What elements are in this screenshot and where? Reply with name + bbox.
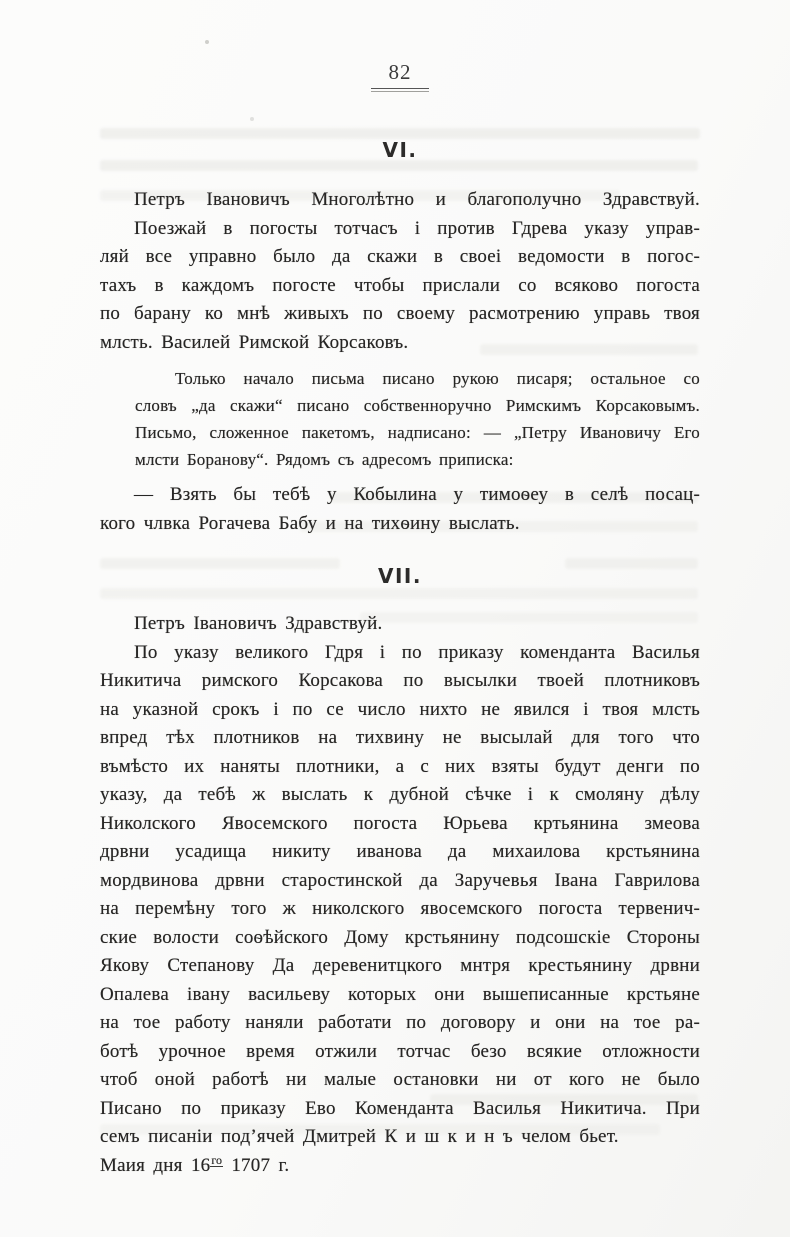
text-line: Якову Степанову Да деревенитцкого мнтря крестьянину дрвни <box>100 955 700 976</box>
text-line: семъ писаніи под’ячей Дмитрей К и ш к и н ъ челом бьет. <box>100 1126 619 1147</box>
date-ordinal-superscript: го <box>211 1152 222 1167</box>
date-prefix: Маия дня 16 <box>100 1154 211 1176</box>
page-header <box>100 60 700 92</box>
text-line: Никитича римского Корсакова по высылки твоей плотниковъ <box>100 670 700 691</box>
letter-section-vi <box>100 138 700 538</box>
note-line: словъ „да скажи“ писано собственноручно Римскимъ Корсаковымъ. <box>135 396 700 415</box>
letter-vi-salutation: Петръ Івановичъ Многолѣтно и благополучно Здравствуй. <box>134 189 700 210</box>
text-line: ляй все управно было да скажи в своеі ведомости в погос- <box>100 246 700 267</box>
page-number: 82 <box>388 60 412 84</box>
text-line: кого члвка Рогачева Бабу и на тихѳину выслать. <box>100 512 520 534</box>
text-line: на перемѣну того ж николского явосемского погоста тервенич- <box>100 898 700 919</box>
text-line: млсть. Василей Римской Корсаковъ. <box>100 331 409 353</box>
text-line: ботѣ урочное время отжили тотчас безо всякие отложности <box>100 1040 700 1062</box>
text-line: По указу великого Гдря і по приказу коменданта Василья <box>134 641 700 663</box>
note-line: млсти Боранову“. Рядомъ съ адресомъ приписка: <box>135 450 514 469</box>
date-line <box>100 1152 700 1181</box>
text-line: Поезжай в погосты тотчасъ і против Гдрева указу управ- <box>134 217 700 239</box>
text-line: ские волости соѳѣйского Дому крстьянину подсошскіе Стороны <box>100 926 700 948</box>
text-line: по барану ко мнѣ живыхъ по своему расмотрению управь твоя <box>100 303 700 324</box>
note-line: Только начало письма писано рукою писаря; остальное со <box>175 369 700 388</box>
text-line: на указной срокъ і по се число нихто не явился і твоя млсть <box>100 698 700 720</box>
text-line: — Взять бы тебѣ у Кобылина у тимоѳеу в селѣ посац- <box>134 484 700 505</box>
text-line: на тое работу наняли работати по договору и они на тое ра- <box>100 1012 700 1033</box>
letter-section-vii <box>100 564 700 1180</box>
note-line: Письмо, сложенное пакетомъ, надписано: — „Петру Ивановичу Его <box>135 423 700 442</box>
date-suffix: 1707 г. <box>222 1154 290 1176</box>
text-line: тахъ в каждомъ погосте чтобы прислали со всяково погоста <box>100 274 700 296</box>
section-heading-vii: VII. <box>378 564 422 588</box>
text-line: Опалева івану васильеву которых они вышеписанные крстьяне <box>100 983 700 1005</box>
text-line: въмѣсто их наняты плотники, а с них взяты будут денги по <box>100 755 700 777</box>
text-line: Писано по приказу Ево Коменданта Василья Никитича. При <box>100 1097 700 1119</box>
section-heading-vi: VI. <box>382 138 418 162</box>
text-line: указу, да тебѣ ж выслать к дубной сѣчке і к смоляну дѣлу <box>100 784 700 805</box>
page-number-rule <box>371 88 429 92</box>
address-postscript <box>100 481 700 538</box>
letter-vii-body <box>100 639 700 1152</box>
text-line: чтоб оной работѣ ни малые остановки ни от кого не было <box>100 1069 700 1090</box>
letter-vii-salutation: Петръ Івановичъ Здравствуй. <box>134 613 383 634</box>
text-line: Николского Явосемского погоста Юрьева кртьянина змеова <box>100 812 700 834</box>
text-line: дрвни усадища никиту иванова да михаилова крстьянина <box>100 841 700 862</box>
editorial-note <box>135 365 700 473</box>
text-line: впред тѣх плотников на тихвину не высылай для того что <box>100 727 700 748</box>
text-line: мордвинова дрвни старостинской да Заручевья Івана Гаврилова <box>100 869 700 891</box>
letter-vi-body <box>100 215 700 358</box>
